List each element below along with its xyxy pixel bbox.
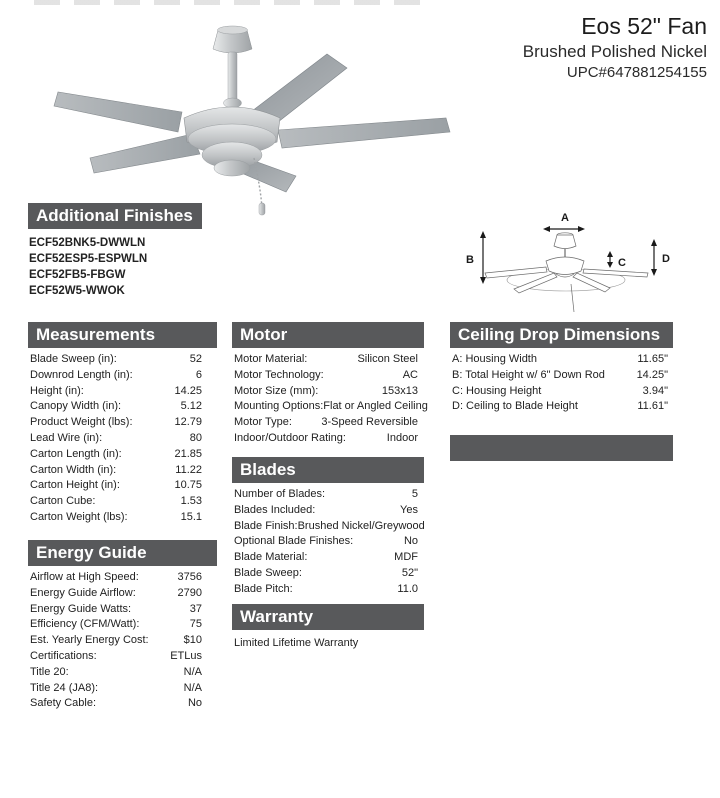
spec-value: 11.65" xyxy=(637,353,668,365)
spec-label: D: Ceiling to Blade Height xyxy=(452,400,578,413)
spec-value: 11.0 xyxy=(397,582,418,595)
spec-value: Silicon Steel xyxy=(357,353,418,365)
spec-row xyxy=(28,431,202,447)
spec-row xyxy=(28,415,202,431)
spec-row xyxy=(232,534,418,550)
spec-value: MDF xyxy=(394,551,418,564)
spec-label: Carton Height (in): xyxy=(30,479,120,492)
spec-value: 52 xyxy=(189,353,202,365)
spec-row xyxy=(450,384,668,400)
spec-label: Energy Guide Airflow: xyxy=(30,586,136,599)
product-finish: Brushed Polished Nickel xyxy=(522,42,707,61)
spec-row xyxy=(28,681,202,697)
warranty-section xyxy=(232,604,424,649)
spec-value: 3.94" xyxy=(642,384,668,397)
spec-value: 14.25" xyxy=(636,368,668,381)
spec-row xyxy=(232,431,418,447)
spec-label: Mounting Options: xyxy=(234,400,324,413)
spec-label: Carton Width (in): xyxy=(30,463,117,476)
section-header: Ceiling Drop Dimensions xyxy=(450,322,673,348)
spec-label: Product Weight (lbs): xyxy=(30,416,133,429)
spec-label: Efficiency (CFM/Watt): xyxy=(30,618,140,631)
spec-row xyxy=(232,503,418,519)
spec-label: Energy Guide Watts: xyxy=(30,602,132,615)
spec-row xyxy=(28,649,202,665)
dim-label-c: C xyxy=(618,257,626,269)
spec-value: ETLus xyxy=(170,649,202,662)
spec-row xyxy=(232,352,418,368)
spec-label: Blade Finish: xyxy=(234,519,298,532)
electrical-lighting-section xyxy=(450,435,673,465)
spec-row xyxy=(232,566,418,582)
spec-rows xyxy=(232,487,424,598)
spec-label: Est. Yearly Energy Cost: xyxy=(30,634,149,647)
spec-value: 12.79 xyxy=(174,416,202,429)
spec-value: No xyxy=(403,535,418,548)
spec-rows xyxy=(28,570,217,712)
spec-row xyxy=(28,665,202,681)
spec-row xyxy=(28,586,202,602)
spec-value: 3-Speed Reversible xyxy=(321,416,418,429)
spec-row xyxy=(28,384,202,400)
spec-label: Motor Material: xyxy=(234,353,308,365)
product-title: Eos 52" Fan xyxy=(581,13,707,39)
spec-value: N/A xyxy=(183,681,202,694)
spec-value: 11.61" xyxy=(637,400,668,413)
motor-section xyxy=(232,322,428,447)
spec-label: C: Housing Height xyxy=(452,384,542,397)
spec-value: 10.75 xyxy=(174,479,202,492)
section-header: Motor xyxy=(232,322,424,348)
spec-label: Safety Cable: xyxy=(30,697,97,710)
spec-value: 80 xyxy=(189,431,202,444)
spec-label: Number of Blades: xyxy=(234,488,326,500)
spec-rows xyxy=(450,352,673,415)
spec-label: Blades Included: xyxy=(234,503,316,516)
spec-value: 1.53 xyxy=(180,495,202,508)
spec-label: Blade Material: xyxy=(234,551,308,564)
spec-label: Indoor/Outdoor Rating: xyxy=(234,431,346,444)
spec-value: Flat or Angled Ceiling xyxy=(323,400,428,413)
spec-label: Carton Length (in): xyxy=(30,447,122,460)
warranty-text: Limited Lifetime Warranty xyxy=(234,637,359,649)
ceiling-drop-section xyxy=(450,322,673,415)
spec-value: Yes xyxy=(400,503,418,516)
spec-row xyxy=(450,368,668,384)
spec-row xyxy=(28,463,202,479)
spec-label: Title 20: xyxy=(30,665,69,678)
product-upc: UPC#647881254155 xyxy=(566,64,707,81)
title-block xyxy=(523,12,707,83)
spec-row xyxy=(450,352,668,368)
section-header: Additional Finishes xyxy=(28,203,202,229)
energy-guide-section xyxy=(28,540,217,712)
dim-label-d: D xyxy=(662,253,670,265)
spec-label: A: Housing Width xyxy=(452,353,537,365)
section-header xyxy=(450,435,673,461)
spec-value: Indoor xyxy=(386,431,418,444)
spec-row xyxy=(28,399,202,415)
spec-value: AC xyxy=(402,368,418,381)
spec-row xyxy=(450,399,668,415)
spec-label: Certifications: xyxy=(30,649,97,662)
spec-row xyxy=(232,487,418,503)
spec-label: Downrod Length (in): xyxy=(30,368,133,381)
section-header: Warranty xyxy=(232,604,424,630)
spec-value: N/A xyxy=(183,665,202,678)
spec-row xyxy=(28,633,202,649)
spec-row xyxy=(232,582,418,598)
spec-rows xyxy=(232,352,428,447)
section-header: Measurements xyxy=(28,322,217,348)
spec-label: Optional Blade Finishes: xyxy=(234,535,354,548)
spec-row xyxy=(232,550,418,566)
spec-row xyxy=(28,570,202,586)
spec-value: 21.85 xyxy=(174,447,202,460)
additional-finishes-section xyxy=(28,203,202,299)
spec-label: Title 24 (JA8): xyxy=(30,681,99,694)
spec-row xyxy=(28,478,202,494)
spec-value: 11.22 xyxy=(175,463,202,476)
spec-value: 52" xyxy=(401,566,418,579)
spec-label: Carton Weight (lbs): xyxy=(30,510,128,523)
spec-value: No xyxy=(187,697,202,710)
spec-value: Brushed Nickel/Greywood xyxy=(297,519,425,532)
cropped-logo-strip xyxy=(34,0,434,5)
blades-section xyxy=(232,457,424,598)
spec-value: 6 xyxy=(195,368,202,381)
spec-value: 37 xyxy=(189,602,202,615)
spec-row xyxy=(28,368,202,384)
spec-row xyxy=(28,510,202,526)
spec-label: Height (in): xyxy=(30,384,84,397)
spec-row xyxy=(232,519,425,535)
spec-label: Blade Sweep (in): xyxy=(30,353,117,365)
spec-value: 75 xyxy=(189,618,202,631)
spec-row xyxy=(28,494,202,510)
dim-label-b: B xyxy=(466,254,474,266)
spec-row xyxy=(232,384,418,400)
section-header: Energy Guide xyxy=(28,540,217,566)
spec-row xyxy=(232,399,428,415)
spec-row xyxy=(28,447,202,463)
spec-row xyxy=(28,696,202,712)
dim-label-a: A xyxy=(561,212,569,224)
spec-row xyxy=(28,352,202,368)
finish-item: ECF52ESP5-ESPWLN xyxy=(29,253,148,265)
spec-label: Blade Pitch: xyxy=(234,582,293,595)
spec-label: Carton Cube: xyxy=(30,495,96,508)
spec-row xyxy=(232,368,418,384)
spec-rows xyxy=(28,352,217,526)
measurements-section xyxy=(28,322,217,526)
spec-label: Motor Technology: xyxy=(234,368,324,381)
spec-value: 14.25 xyxy=(174,384,202,397)
spec-value: 3756 xyxy=(177,571,202,583)
spec-row xyxy=(232,415,418,431)
spec-value: 15.1 xyxy=(180,510,202,523)
spec-value: 2790 xyxy=(177,586,202,599)
spec-value: 5 xyxy=(411,488,418,500)
spec-label: Motor Size (mm): xyxy=(234,384,319,397)
finish-list xyxy=(28,235,202,299)
spec-value: 153x13 xyxy=(381,384,418,397)
spec-label: Canopy Width (in): xyxy=(30,400,122,413)
fan-product-image xyxy=(30,6,480,218)
spec-label: Lead Wire (in): xyxy=(30,431,103,444)
ceiling-drop-diagram xyxy=(458,203,710,318)
spec-row xyxy=(28,617,202,633)
spec-value: $10 xyxy=(183,634,202,647)
spec-row xyxy=(28,602,202,618)
spec-label: Airflow at High Speed: xyxy=(30,571,139,583)
spec-label: Motor Type: xyxy=(234,416,292,429)
spec-value: 5.12 xyxy=(180,400,202,413)
section-header: Blades xyxy=(232,457,424,483)
finish-item: ECF52FB5-FBGW xyxy=(29,269,126,281)
spec-label: B: Total Height w/ 6" Down Rod xyxy=(452,368,605,381)
finish-item: ECF52BNK5-DWWLN xyxy=(29,237,146,249)
finish-item: ECF52W5-WWOK xyxy=(29,285,125,297)
spec-label: Blade Sweep: xyxy=(234,566,302,579)
